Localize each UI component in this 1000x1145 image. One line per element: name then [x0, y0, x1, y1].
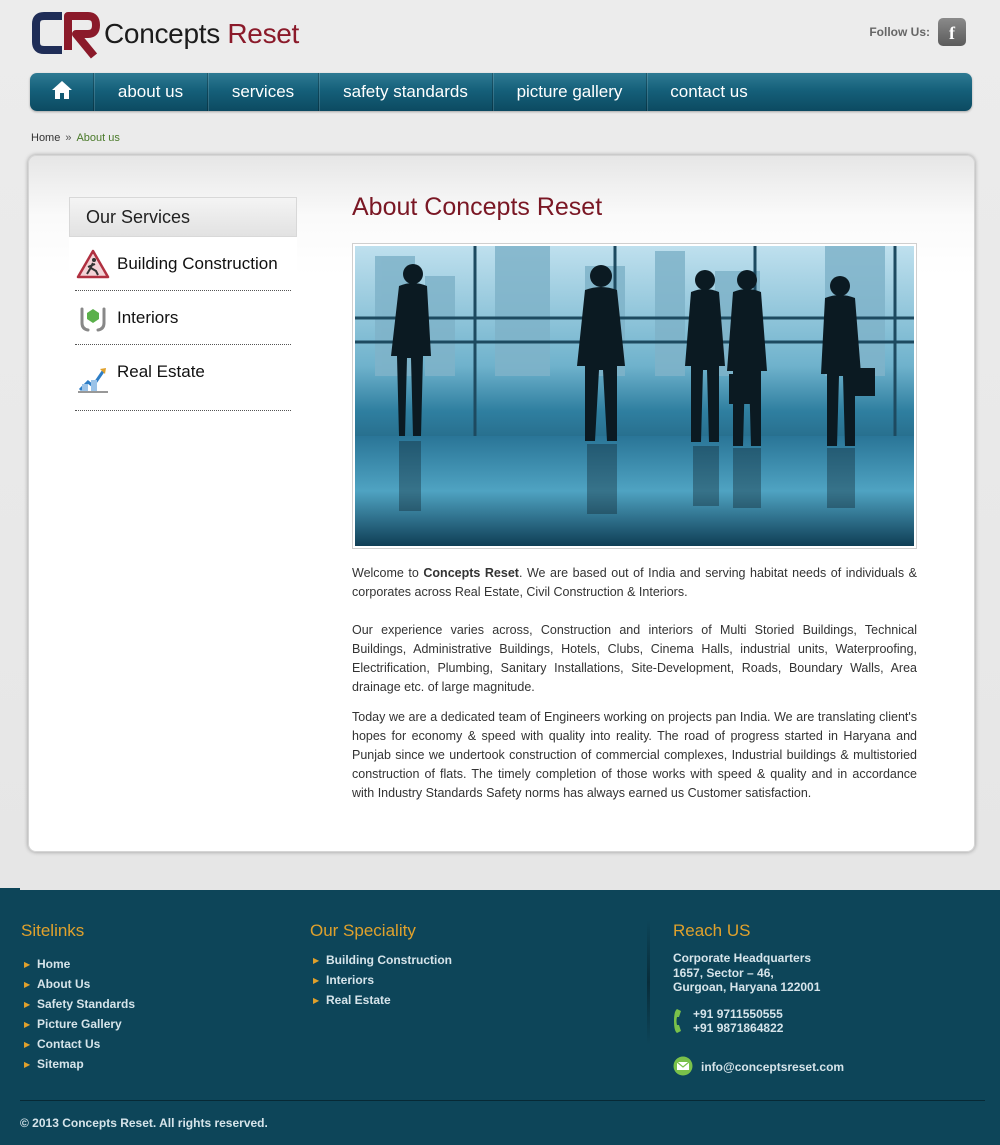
page-title: About Concepts Reset	[352, 193, 603, 221]
footer	[0, 890, 1000, 1145]
footer-link-interiors[interactable]: ▶ Interiors	[310, 970, 452, 990]
sidebar-item-label: Real Estate	[117, 362, 205, 381]
services-sidebar	[69, 197, 297, 411]
team-paragraph: Today we are a dedicated team of Engineers working on projects pan India. We are translating client's hopes for economy & speed with quality into reality. The road of progress started in Haryana and Punjab since we undertook construction of commercial complexes, Industrial buildings & multistoried construction of flats. The timely completion of those works with speed & quality and in accordance with Industry Standards Safety norms has always earned us Customer satisfaction.	[352, 710, 917, 800]
footer-link-picture-gallery[interactable]: ▶ Picture Gallery	[21, 1014, 135, 1034]
footer-email[interactable]: info@conceptsreset.com	[673, 1056, 844, 1079]
interiors-hands-icon	[75, 301, 111, 335]
main-nav	[30, 73, 972, 111]
footer-sitelinks	[21, 921, 135, 1074]
bullet-icon: ▶	[24, 979, 31, 989]
bullet-icon: ▶	[313, 975, 320, 985]
bullet-icon: ▶	[24, 1039, 31, 1049]
nav-home[interactable]	[30, 73, 94, 111]
sidebar-item-interiors[interactable]	[75, 291, 291, 345]
footer-speciality-title: Our Speciality	[310, 921, 416, 940]
bullet-icon: ▶	[313, 995, 320, 1005]
nav-services[interactable]: services	[208, 73, 319, 111]
copyright: © 2013 Concepts Reset. All rights reserved.	[20, 1116, 268, 1130]
breadcrumb-home[interactable]: Home	[31, 132, 61, 144]
logo-mark	[32, 8, 100, 60]
logo[interactable]	[32, 8, 299, 60]
footer-phone-1[interactable]: +91 9711550555	[693, 1006, 783, 1021]
sidebar-item-real-estate[interactable]	[75, 345, 291, 411]
footer-link-safety-standards[interactable]: ▶ Safety Standards	[21, 994, 135, 1014]
nav-about-us[interactable]: about us	[94, 73, 208, 111]
nav-contact-us[interactable]: contact us	[670, 82, 748, 101]
breadcrumb-separator: »	[65, 132, 72, 144]
follow-us-label: Follow Us:	[869, 25, 930, 39]
footer-phone-2[interactable]: +91 9871864822	[693, 1021, 784, 1035]
facebook-icon[interactable]: f	[938, 18, 966, 46]
intro-paragraph: Welcome to Concepts Reset. We are based out of India and serving habitat needs of individuals & corporates across Real Estate, Civil Construction & Interiors.	[352, 566, 917, 599]
footer-rule	[20, 1100, 985, 1101]
footer-link-sitemap[interactable]: ▶ Sitemap	[21, 1054, 135, 1074]
footer-divider	[647, 920, 650, 1045]
home-icon	[51, 80, 73, 105]
footer-link-about-us[interactable]: ▶ About Us	[21, 974, 135, 994]
footer-link-home[interactable]: ▶ Home	[21, 954, 135, 974]
sidebar-item-label: Building Construction	[117, 253, 278, 273]
bullet-icon: ▶	[313, 955, 320, 965]
bullet-icon: ▶	[24, 1019, 31, 1029]
sidebar-item-label: Interiors	[117, 307, 179, 327]
footer-link-building-construction[interactable]: ▶ Building Construction	[310, 950, 452, 970]
footer-link-contact-us[interactable]: ▶ Contact Us	[21, 1034, 135, 1054]
breadcrumb-current: About us	[76, 132, 120, 144]
footer-phones	[673, 1007, 844, 1040]
mail-icon	[673, 1056, 693, 1079]
bullet-icon: ▶	[24, 1059, 31, 1069]
experience-paragraph: Our experience varies across, Construction and interiors of Multi Storied Buildings, Technical Buildings, Administrative Buildings, Hotels, Clubs, Cinema Halls, industrial units, Waterproofing, Electrification, Plumbing, Sanitary Installations, Site-Development, Roads, Boundary Walls, Area drainage etc. of large magnitude.	[352, 623, 917, 694]
breadcrumb	[31, 132, 120, 144]
footer-sitelinks-title: Sitelinks	[21, 921, 85, 940]
logo-text: Concepts Reset	[104, 18, 300, 49]
real-estate-graph-icon	[75, 362, 111, 396]
follow-us	[869, 18, 966, 46]
company-name-bold: Concepts Reset	[423, 566, 519, 580]
footer-reach-title: Reach US	[673, 921, 751, 940]
hero-image	[352, 243, 917, 549]
footer-link-real-estate[interactable]: ▶ Real Estate	[310, 990, 452, 1010]
footer-speciality	[310, 921, 452, 1010]
bullet-icon: ▶	[24, 959, 31, 969]
nav-picture-gallery[interactable]: picture gallery	[493, 73, 647, 111]
sidebar-title: Our Services	[69, 197, 297, 237]
sidebar-item-building-construction[interactable]	[75, 237, 291, 291]
footer-address: Corporate Headquarters 1657, Sector – 46, Gurgoan, Haryana 122001	[673, 951, 821, 994]
about-content	[352, 193, 917, 803]
phone-icon	[673, 1007, 687, 1040]
construction-sign-icon	[75, 247, 111, 281]
bullet-icon: ▶	[24, 999, 31, 1009]
footer-reach-us	[673, 921, 844, 1079]
nav-safety-standards[interactable]: safety standards	[319, 73, 493, 111]
